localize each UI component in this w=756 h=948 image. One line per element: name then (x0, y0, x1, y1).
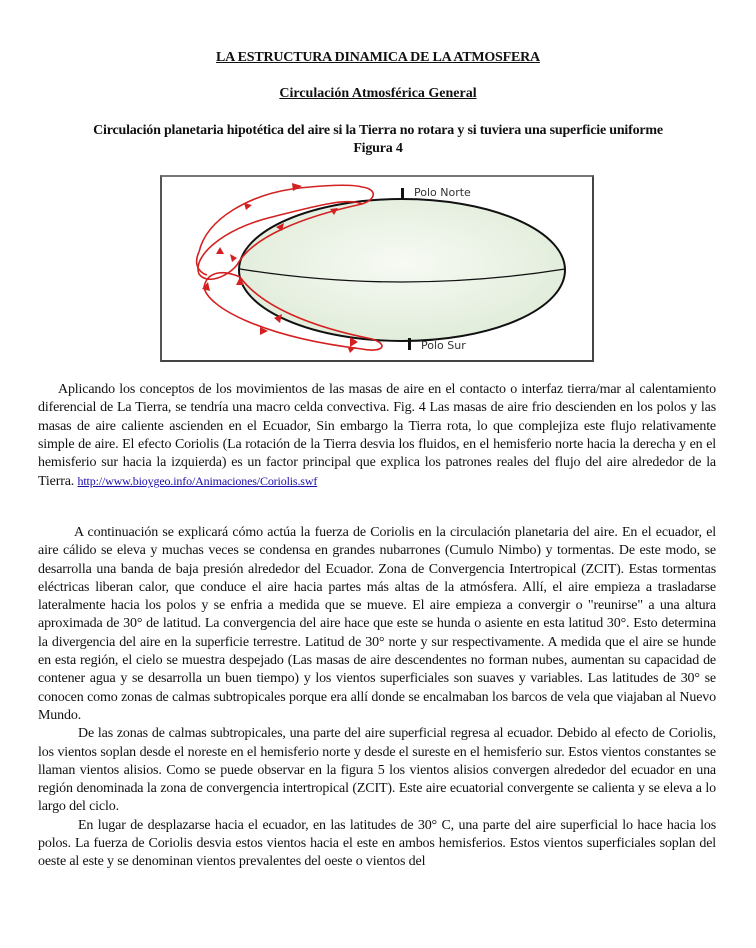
paragraph-2: A continuación se explicará cómo actúa la fuerza de Coriolis en la circulación planetaria del aire. En el ecuador, el aire cálido se eleva y muchas veces se condensa en grandes nubarrones (Cumulo Nimbo) y tormentas. De este modo, se desarrolla una banda de baja presión alrededor del Ecuador. Zona de Convergencia Intertropical (ZCIT). Estas tormentas eléctricas liberan calor, que conduce el aire hacia partes más altas de la atmósfera. Allí, el aire empieza a trasladarse lateralmente hacia los polos y se enfria a medida que se mueve. El aire empieza a convergir o "reunirse" a una altura aproximada de 30° de latitud. La convergencia del aire hace que este se hunda o asiente en esta latitud 30°. Esto determina la divergencia del aire en la superficie terrestre. Latitud de 30° norte y sur respectivamente. A medida que el aire se hunde en esta región, el cielo se muestra despejado (Las masas de aire descendentes no forman nubes, aumentan su capacidad de contener agua y se desarrolla un buen tiempo) y los vientos superficiales son suaves y variables. Las latitudes de 30° se conocen como zonas de calmas subtropicales porque era allí donde se encalmaban los barcos de vela que viajaban al Nuevo Mundo. (38, 525, 716, 723)
figure-caption-text: Circulación planetaria hipotética del aire si la Tierra no rotara y si tuviera una superficie uniforme (93, 123, 663, 138)
paragraph-1-text: Aplicando los conceptos de los movimientos de las masas de aire en el contacto o interfaz tierra/mar al calentamiento diferencial de La Tierra, se tendría una macro celda convectiva. Fig. 4 Las masas de aire frio descienden en los polos y las masas de aire caliente ascienden en el Ecuador, Sin embargo la Tierra rota, lo que complejiza este flujo relativamente simple de aire. El efecto Coriolis (La rotación de la Tierra desvia los fluidos, en el hemisferio norte hacia la derecha y en el hemisferio sur hacia la izquierda) es un factor principal que explica los patrones reales del flujo del aire alrededor de la Tierra. (38, 382, 716, 490)
document-title: LA ESTRUCTURA DINAMICA DE LA ATMOSFERA (216, 50, 540, 65)
north-pole-label: Polo Norte (414, 186, 471, 199)
figure-number: Figura 4 (353, 141, 403, 156)
paragraph-intro (38, 381, 716, 492)
earth-globe (239, 199, 565, 341)
south-pole-label: Polo Sur (421, 339, 466, 352)
paragraph-coriolis-section (38, 524, 716, 872)
atmospheric-circulation-diagram (162, 177, 592, 360)
paragraph-3: De las zonas de calmas subtropicales, una parte del aire superficial regresa al ecuador. Debido al efecto de Coriolis, los vientos soplan desde el noreste en el hemisferio norte y desde el sureste en el hemisferio sur. Estos vientos constantes se llaman vientos alisios. Como se puede observar en la figura 5 los vientos alisios convergen alrededor del ecuador en una región denominada la zona de convergencia intertropical (ZCIT). Este aire ecuatorial convergente se calienta y se eleva a lo largo del ciclo. (38, 726, 716, 815)
section-subtitle: Circulación Atmosférica General (279, 86, 477, 101)
figure-caption (30, 122, 726, 158)
north-pole-axis (401, 188, 404, 200)
south-pole-axis (408, 338, 411, 350)
coriolis-animation-link[interactable]: http://www.bioygeo.info/Animaciones/Coriolis.swf (77, 474, 318, 489)
paragraph-1 (38, 381, 716, 492)
figure-4-diagram (160, 175, 594, 362)
paragraph-4: En lugar de desplazarse hacia el ecuador, en las latitudes de 30° C, una parte del aire superficial lo hace hacia los polos. La fuerza de Coriolis desvia estos vientos hacia el este en ambos hemisferios. Estos vientos superficiales soplan del oeste al este y se denominan vientos prevalentes del oeste o vientos del (38, 817, 716, 870)
